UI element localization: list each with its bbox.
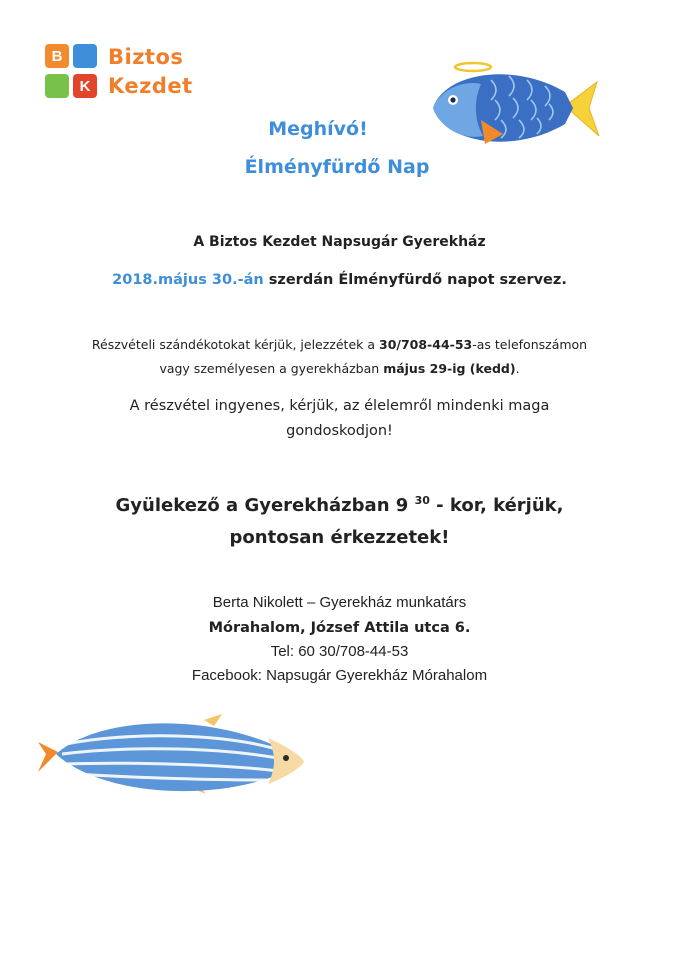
contact-address: Mórahalom, József Attila utca 6.: [208, 620, 471, 636]
free-note-line-2: gondoskodjon!: [286, 423, 393, 439]
logo-square-blue: [73, 44, 97, 68]
registration-deadline: május 29-ig (kedd): [383, 361, 516, 376]
registration-line-1: [0, 337, 679, 352]
logo-letter-b: B: [45, 44, 69, 68]
gathering-time-minutes: 30: [414, 494, 430, 507]
event-date: 2018.május 30.-án: [112, 272, 264, 288]
organizer-line: A Biztos Kezdet Napsugár Gyerekház: [193, 234, 486, 250]
date-line: [0, 272, 679, 288]
registration-period: .: [515, 361, 520, 376]
contact-person: Berta Nikolett – Gyerekház munkatárs: [212, 594, 467, 611]
heading-invitation: Meghívó!: [268, 118, 368, 140]
registration-line-2: [0, 361, 679, 376]
registration-text-suffix: -as telefonszámon: [472, 337, 588, 352]
logo-letter-k: K: [73, 74, 97, 98]
free-note-line-1: A részvétel ingyenes, kérjük, az élelemről mindenki maga: [129, 398, 550, 414]
logo: [45, 44, 225, 104]
gathering-line-1: [0, 494, 679, 516]
registration-phone: 30/708-44-53: [379, 337, 473, 352]
contact-phone: Tel: 60 30/708-44-53: [270, 643, 409, 660]
logo-word-biztos: Biztos: [108, 45, 184, 69]
date-line-rest: szerdán Élményfürdő napot szervez.: [268, 272, 567, 288]
fish-illustration-bottom: [36, 712, 316, 796]
gathering-text: Gyülekező a Gyerekházban 9: [115, 495, 409, 516]
gathering-text-suffix: - kor, kérjük,: [436, 495, 564, 516]
logo-word-kezdet: Kezdet: [108, 74, 193, 98]
registration-text: Részvételi szándékotokat kérjük, jelezzétek a: [91, 337, 376, 352]
fish-illustration-top: [425, 58, 605, 158]
registration-text-2: vagy személyesen a gyerekházban: [159, 361, 380, 376]
heading-event-name: Élményfürdő Nap: [244, 156, 430, 178]
gathering-line-2: pontosan érkezzetek!: [229, 527, 450, 548]
logo-square-green: [45, 74, 69, 98]
contact-facebook: Facebook: Napsugár Gyerekház Mórahalom: [191, 667, 488, 684]
